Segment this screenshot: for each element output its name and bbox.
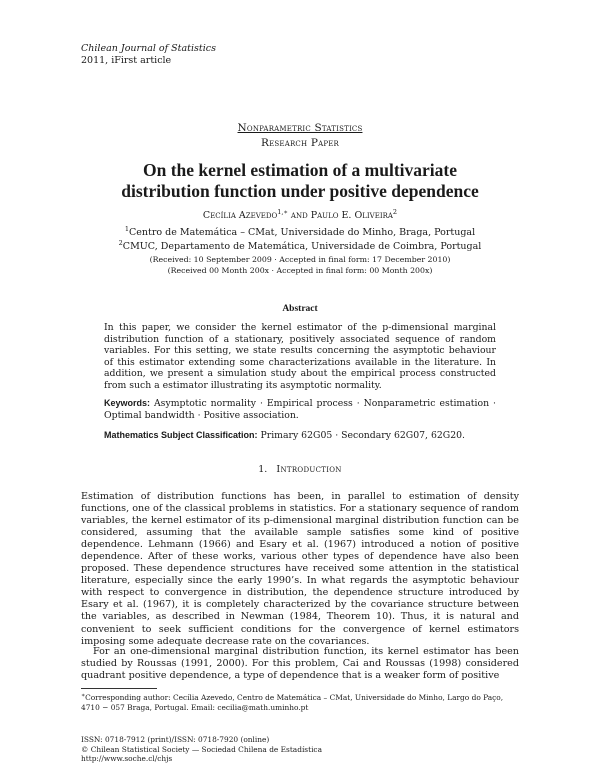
received-dates-2: (Received 00 Month 200x · Accepted in final form: 00 Month 200x) <box>167 266 433 275</box>
copyright-line: © Chilean Statistical Society — Sociedad Chilena de Estadística <box>81 744 322 754</box>
abstract-heading: Abstract <box>282 304 318 314</box>
journal-header <box>81 43 216 67</box>
body-paragraph-2: For an one-dimensional marginal distribution function, its kernel estimator has been studied by Roussas (1991, 2000). For this problem, Cai and Roussas (1998) considered quadrant positive dependence, a type of dependence that is a weaker form of positive <box>81 646 519 682</box>
msc-classification <box>104 430 496 442</box>
paper-title <box>0 160 600 202</box>
author-2: Paulo E. Oliveira <box>310 210 393 221</box>
section-heading <box>0 464 600 475</box>
title-line-1: On the kernel estimation of a multivariate <box>143 160 457 180</box>
msc-label: Mathematics Subject Classification: <box>104 430 258 440</box>
section-number: 1. <box>258 464 268 475</box>
abstract-text: In this paper, we consider the kernel estimator of the p-dimensional marginal distribution function of a stationary, positively associated sequence of random variables. For this setting, we state results concerning the asymptotic behaviour of this estimator extending some characterizations available in the literature. In addition, we present a simulation study about the empirical process constructed from such a estimator illustrating its asymptotic normality. <box>104 322 496 391</box>
affiliation-2-text: CMUC, Departamento de Matemática, Universidade de Coimbra, Portugal <box>122 241 482 252</box>
section-title: Introduction <box>276 464 342 475</box>
received-dates-1: (Received: 10 September 2009 · Accepted in final form: 17 December 2010) <box>149 255 451 264</box>
footnote-mark: ∗ <box>81 692 86 699</box>
journal-url: http://www.soche.cl/chjs <box>81 754 173 763</box>
article-type: Research Paper <box>260 137 340 149</box>
keywords <box>104 398 496 421</box>
title-line-2: distribution function under positive dependence <box>121 181 479 201</box>
author-2-marks: 2 <box>392 208 398 216</box>
issn-line: ISSN: 0718-7912 (print)/ISSN: 0718-7920 (online) <box>81 735 270 744</box>
body-paragraph-1: Estimation of distribution functions has been, in parallel to estimation of density functions, one of the classical problems in statistics. For a stationary sequence of random variables, the kernel estimator of its p-dimensional marginal distribution function can be considered, assuming that the available sample satisfies some kind of positive dependence. Lehmann (1966) and Esary et al. (1967) introduced a notion of positive dependence. After of these works, various other types of dependence have also been proposed. These dependence structures have received some attention in the statistical literature, especially since the early 1990’s. In what regards the asymptotic behaviour with respect to convergence in distribution, the dependence structure introduced by Esary et al. (1967), it is completely characterized by the covariance structure between the variables, as described in Newman (1984, Theorem 10). Thus, it is natural and convenient to seek sufficient conditions for the convergence of kernel estimators imposing some adequate decrease rate on the covariances. <box>81 491 519 647</box>
keywords-label: Keywords: <box>104 398 151 408</box>
msc-text: Primary 62G05 · Secondary 62G07, 62G20. <box>257 430 465 441</box>
journal-issue: 2011, iFirst article <box>81 55 172 66</box>
publication-info <box>81 735 322 764</box>
affiliation-2-mark: 2 <box>118 239 123 247</box>
affiliation-2 <box>0 240 600 253</box>
affiliation-1-mark: 1 <box>124 225 130 233</box>
footnote-rule <box>81 688 157 689</box>
affiliation-1 <box>0 226 600 239</box>
author-list <box>0 209 600 222</box>
journal-name: Chilean Journal of Statistics <box>81 43 216 54</box>
affiliation-1-text: Centro de Matemática – CMat, Universidade do Minho, Braga, Portugal <box>129 227 476 238</box>
author-1-marks: 1,∗ <box>277 208 288 216</box>
footnote <box>81 691 519 713</box>
keywords-text: Asymptotic normality · Empirical process · Nonparametric estimation · Optimal bandwidth · Positive association. <box>104 398 496 421</box>
author-1: Cecília Azevedo <box>202 210 278 221</box>
subject-area: Nonparametric Statistics <box>237 122 363 134</box>
author-conjunction: and <box>287 210 311 221</box>
footnote-text: Corresponding author: Cecília Azevedo, Centro de Matemática – CMat, Universidade do Minho, Largo do Paço, 4710 − 057 Braga, Portugal. Email: cecilia@math.uminho.pt <box>81 693 504 712</box>
